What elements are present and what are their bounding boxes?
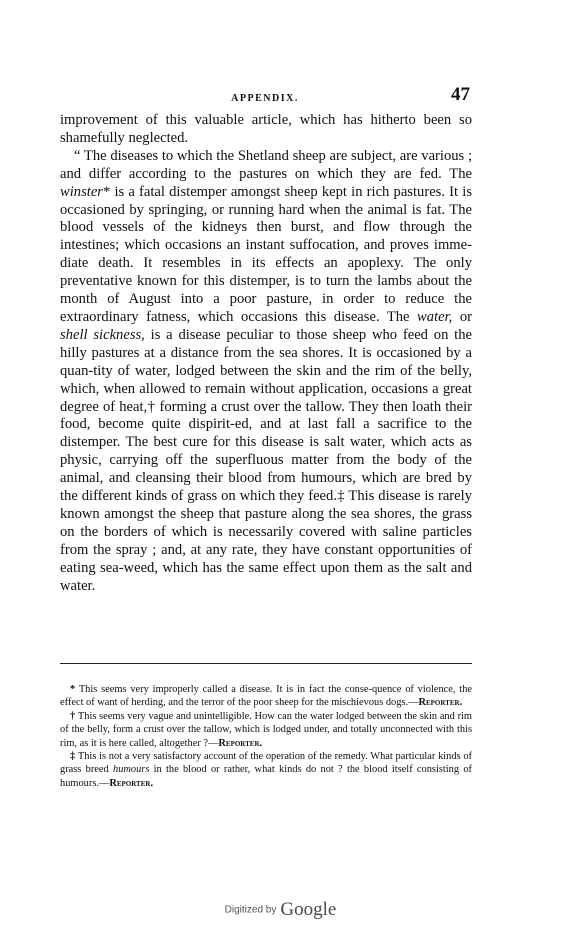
term-humours: humours	[113, 764, 150, 776]
paragraph-shetland-diseases	[60, 148, 472, 596]
page-header	[60, 86, 470, 108]
footnote-text: This seems very vague and unintelligible. How can the water lodged between the skin and rim of the belly, form a crust over the tallow, which is lodged under, and totally unconnected with this rim, as it is here called, altogether ?—	[60, 710, 472, 749]
footnote-2	[60, 710, 472, 750]
page-number: 47	[451, 84, 470, 105]
footnote-marker: ‡	[70, 751, 76, 763]
google-logo: Google	[280, 899, 337, 920]
footnote-signature: Reporter.	[109, 777, 154, 789]
digitized-by-label: Digitized by	[224, 904, 277, 916]
term-shell-sickness: shell sickness,	[60, 326, 145, 343]
footnote-marker: *	[70, 684, 76, 695]
footnote-text: in the blood or rather, what kinds do not ? the blood itself consisting of humours.—	[60, 764, 473, 789]
term-winster: winster	[60, 183, 103, 200]
footnote-signature: Reporter.	[218, 737, 263, 749]
footnotes	[60, 683, 472, 790]
footnote-signature: Reporter.	[418, 697, 463, 709]
body-text	[60, 112, 472, 595]
term-water: water,	[417, 308, 453, 325]
running-head: APPENDIX.	[231, 93, 299, 104]
text-run: or	[452, 308, 472, 325]
paragraph-continuation: improvement of this valuable article, which has hitherto been so shamefully neglected.	[60, 112, 472, 146]
footnote-3	[60, 750, 472, 790]
footnote-divider	[60, 663, 472, 664]
text-run: * is a fatal distemper amongst sheep kept in rich pastures. It is occasioned by springing, or running hard when the animal is fat. The blood vessels of the kidneys then burst, and flow through the intestines; which occasions an instant suffocation, and proves imme-diate death. It resembles in its effects an apoplexy. The only preventative known for this distemper, is to turn the lambs about the month of August into a poor pasture, in order to reduce the extraordinary fatness, which occasions this disease. The	[60, 183, 472, 325]
text-run: “ The diseases to which the Shetland sheep are subject, are various ; and differ according to the pastures on which they are fed. The	[60, 147, 472, 182]
footnote-text: This is not a very satisfactory account of the operation of the remedy. What particular kinds of grass breed	[60, 751, 472, 776]
text-run: is a disease peculiar to those sheep who feed on the hilly pastures at a distance from the sea shores. It is occasioned by a quan-tity of water, lodged between the skin and the rim of the belly, which, when allowed to remain without application, occasions a great degree of heat,† forming a crust over the tallow. They then loath their food, become quite dispirit-ed, and at last fall a sacrifice to the distemper. The best cure for this disease is salt water, which acts as physic, carrying off the superfluous matter from the body of the animal, and cleansing their blood from humours, which are bred by the different kinds of grass on which they feed.‡ This disease is rarely known amongst the sheep that pasture along the sea shores, the grass on the borders of which is necessarily covered with saline particles from the spray ; and, at any rate, they have constant opportunities of eating sea-weed, which has the same effect upon them as the salt and water.	[60, 326, 472, 594]
footnote-marker: †	[70, 710, 76, 722]
digitization-watermark	[0, 899, 561, 921]
footnote-text: This seems very improperly called a disease. It is in fact the conse-quence of violence, the effect of want of herding, and the terror of the poor sheep for the mischievous dogs.—	[60, 684, 472, 709]
footnote-1	[60, 683, 472, 710]
